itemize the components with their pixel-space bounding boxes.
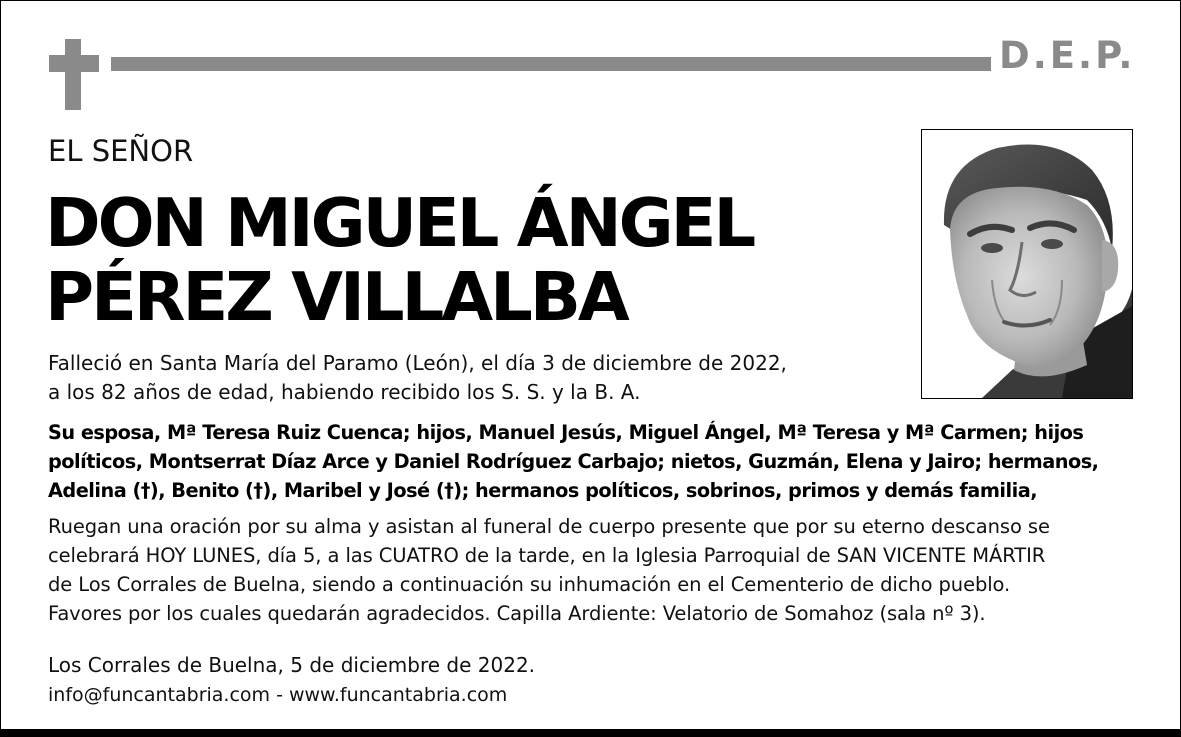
dep-label: D.E.P. [999, 34, 1136, 77]
deceased-name-line-1: DON MIGUEL ÁNGEL [45, 184, 754, 262]
death-notice [48, 349, 787, 407]
honorific: EL SEÑOR [48, 134, 194, 168]
death-notice-line: Falleció en Santa María del Paramo (León), el día 3 de diciembre de 2022, [48, 351, 787, 375]
header-rule [111, 57, 991, 71]
family-line: Adelina (†), Benito (†), Maribel y José (†); hermanos políticos, sobrinos, primos y demás familia, [48, 479, 1038, 502]
family-list [48, 418, 1099, 505]
family-line: Su esposa, Mª Teresa Ruiz Cuenca; hijos, Manuel Jesús, Miguel Ángel, Mª Teresa y Mª Carmen; hijos [48, 421, 1084, 444]
funeral-line: de Los Corrales de Buelna, siendo a continuación su inhumación en el Cementerio de dicho pueblo. [48, 573, 1011, 596]
portrait-photo [921, 129, 1133, 399]
death-notice-line: a los 82 años de edad, habiendo recibido los S. S. y la B. A. [48, 380, 641, 404]
place-date: Los Corrales de Buelna, 5 de diciembre de 2022. [48, 653, 536, 677]
family-line: políticos, Montserrat Díaz Arce y Daniel Rodríguez Carbajo; nietos, Guzmán, Elena y Jairo; hermanos, [48, 450, 1099, 473]
funeral-details [48, 512, 1050, 628]
funeral-line: Ruegan una oración por su alma y asistan al funeral de cuerpo presente que por su eterno descanso se [48, 515, 1050, 538]
deceased-name-line-2: PÉREZ VILLALBA [45, 258, 627, 336]
contact-info: info@funcantabria.com - www.funcantabria.com [48, 684, 508, 706]
funeral-line: celebrará HOY LUNES, día 5, a las CUATRO de la tarde, en la Iglesia Parroquial de SAN VICENTE MÁRTIR [48, 544, 1046, 567]
funeral-line: Favores por los cuales quedarán agradecidos. Capilla Ardiente: Velatorio de Somahoz (sala nº 3). [48, 602, 986, 625]
